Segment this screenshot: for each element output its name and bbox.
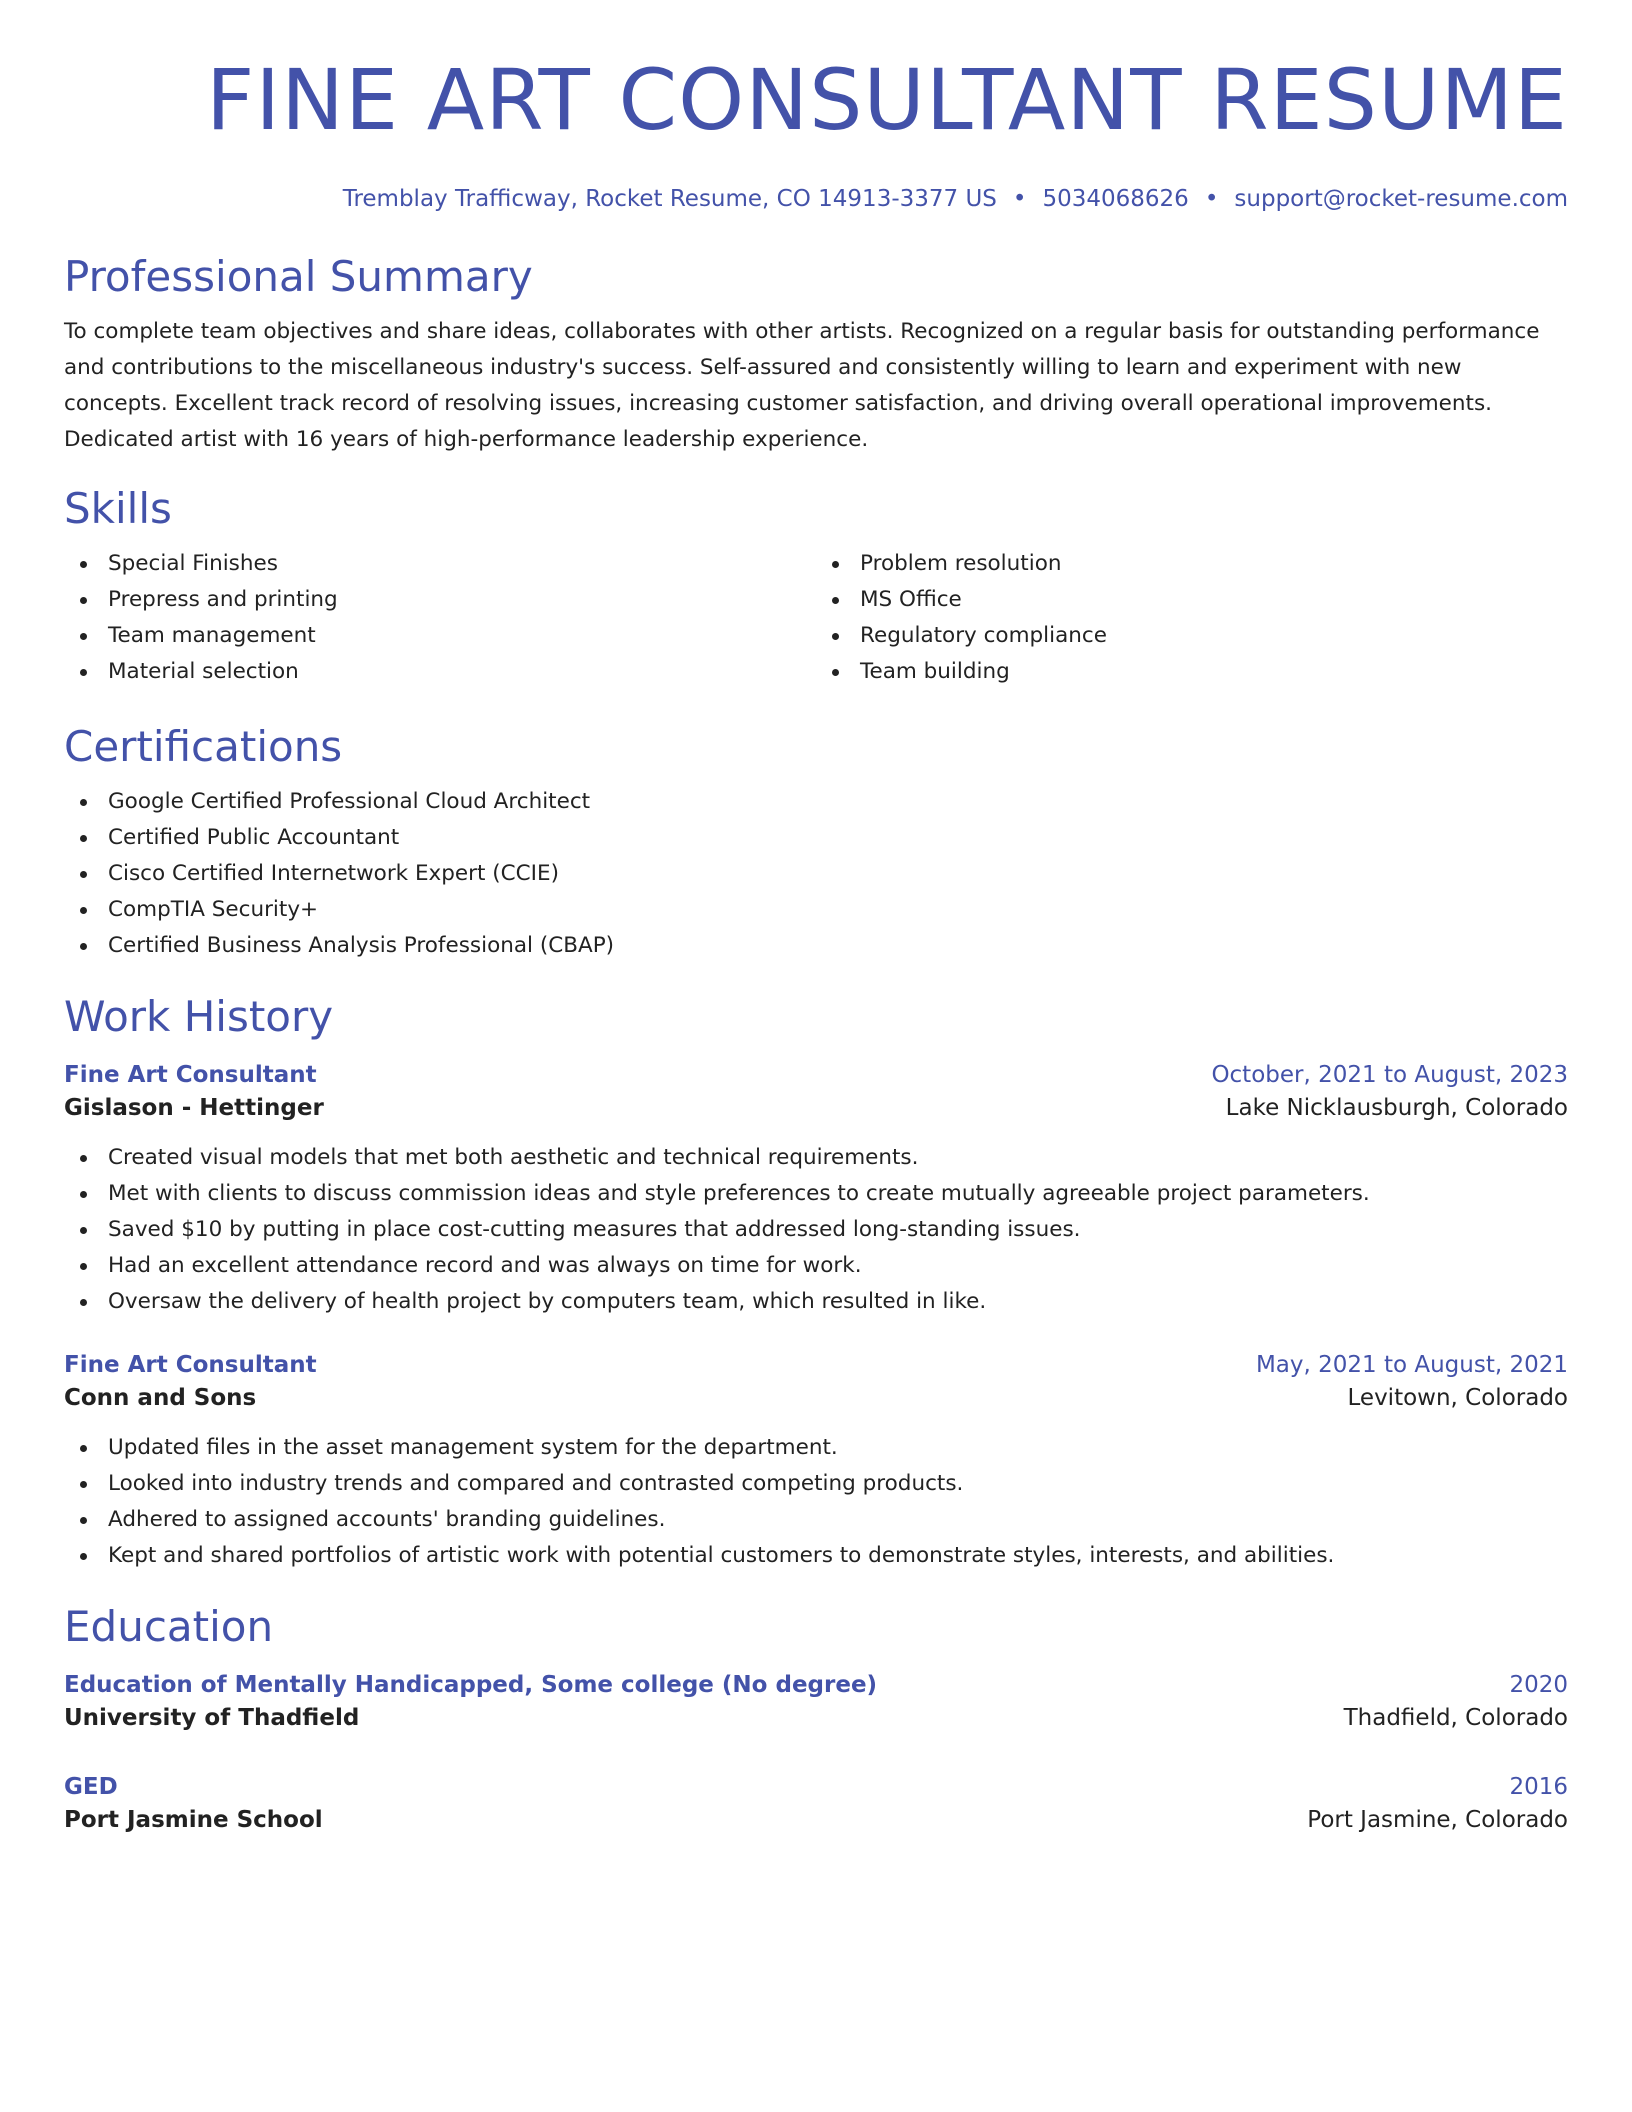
certification-item: Google Certified Professional Cloud Architect [64,784,1568,820]
summary-text: To complete team objectives and share ideas, collaborates with other artists. Recognized on a regular basis for outstanding performance and contributions to the miscellaneous industry's success. Self-assured and consistently willing to learn and experiment with new concepts. Excellent track record of resolving issues, increasing customer satisfaction, and driving overall operational improvements. Dedicated artist with 16 years of high-performance leadership experience. [64,319,1540,452]
skill-item: Prepress and printing [64,582,816,618]
job-entry [64,1060,1568,1320]
job-bullet: Created visual models that met both aesthetic and technical requirements. [64,1140,1568,1176]
certifications-heading: Certifications [64,722,343,771]
contact-email[interactable]: support@rocket-resume.com [1234,186,1568,212]
skill-item: Team building [816,654,1568,690]
education-header [64,1772,1568,1802]
job-dates: May, 2021 to August, 2021 [1255,1352,1568,1378]
skill-item: Special Finishes [64,546,816,582]
job-bullet: Kept and shared portfolios of artistic work with potential customers to demonstrate styles, interests, and abilities. [64,1538,1568,1574]
work-section [64,992,1568,1574]
contact-separator: • [1204,186,1219,212]
skills-column-left [64,546,816,690]
job-title: Fine Art Consultant [64,1062,317,1088]
certification-item: Certified Business Analysis Professional (CBAP) [64,928,1568,964]
job-bullet: Oversaw the delivery of health project by computers team, which resulted in like. [64,1284,1568,1320]
education-subheader [64,1802,1568,1838]
education-school: Port Jasmine School [64,1807,323,1833]
job-entry [64,1350,1568,1574]
education-entry [64,1772,1568,1838]
education-location: Port Jasmine, Colorado [1307,1807,1568,1833]
job-bullet: Looked into industry trends and compared and contrasted competing products. [64,1466,1568,1502]
certification-item: CompTIA Security+ [64,892,1568,928]
job-bullet: Had an excellent attendance record and was always on time for work. [64,1248,1568,1284]
resume-title: FINE ART CONSULTANT RESUME [206,51,1568,149]
skills-heading: Skills [64,484,172,533]
job-bullet: Met with clients to discuss commission ideas and style preferences to create mutually agreeable project parameters. [64,1176,1568,1212]
skills-column-right [816,546,1568,690]
job-company: Conn and Sons [64,1385,257,1411]
job-bullet: Adhered to assigned accounts' branding guidelines. [64,1502,1568,1538]
skill-item: Material selection [64,654,816,690]
contact-line [64,184,1568,214]
education-degree: Education of Mentally Handicapped, Some college (No degree) [64,1672,878,1698]
education-header [64,1670,1568,1700]
contact-phone: 5034068626 [1042,186,1189,212]
contact-address: Tremblay Trafficway, Rocket Resume, CO 14913-3377 US [342,186,997,212]
job-dates: October, 2021 to August, 2023 [1211,1062,1568,1088]
education-year: 2016 [1509,1774,1568,1800]
education-heading: Education [64,1602,274,1651]
summary-heading: Professional Summary [64,252,533,301]
job-subheader [64,1090,1568,1126]
education-school: University of Thadfield [64,1705,360,1731]
education-entry [64,1670,1568,1736]
job-company: Gislason - Hettinger [64,1095,324,1121]
education-subheader [64,1700,1568,1736]
job-bullet: Updated files in the asset management system for the department. [64,1430,1568,1466]
job-location: Levitown, Colorado [1347,1385,1568,1411]
certifications-section [64,722,1568,964]
education-location: Thadfield, Colorado [1343,1705,1568,1731]
skills-grid [64,546,1568,690]
certifications-list [64,784,1568,964]
certification-item: Certified Public Accountant [64,820,1568,856]
contact-separator: • [1012,186,1027,212]
job-title: Fine Art Consultant [64,1352,317,1378]
skill-item: MS Office [816,582,1568,618]
job-bullet: Saved $10 by putting in place cost-cutting measures that addressed long-standing issues. [64,1212,1568,1248]
job-subheader [64,1380,1568,1416]
job-bullets [64,1140,1568,1320]
skill-item: Team management [64,618,816,654]
education-section [64,1602,1568,1838]
job-location: Lake Nicklausburgh, Colorado [1225,1095,1568,1121]
summary-section [64,252,1568,458]
skill-item: Problem resolution [816,546,1568,582]
job-bullets [64,1430,1568,1574]
skill-item: Regulatory compliance [816,618,1568,654]
education-year: 2020 [1509,1672,1568,1698]
work-heading: Work History [64,992,334,1041]
certification-item: Cisco Certified Internetwork Expert (CCIE) [64,856,1568,892]
skills-section [64,484,1568,690]
job-header [64,1060,1568,1090]
education-degree: GED [64,1774,118,1800]
job-header [64,1350,1568,1380]
